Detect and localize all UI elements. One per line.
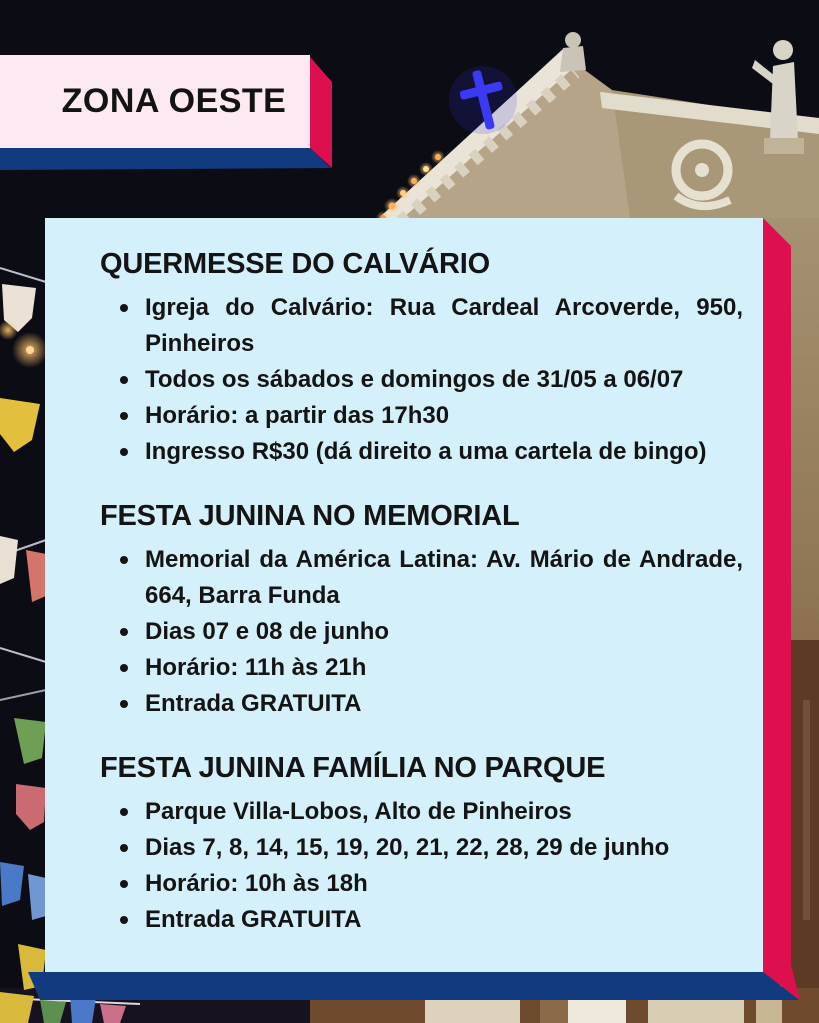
bullet-icon <box>120 556 128 564</box>
bullet-icon <box>120 880 128 888</box>
event-detail-text: Todos os sábados e domingos de 31/05 a 06/07 <box>145 366 684 393</box>
event-detail-text: Horário: a partir das 17h30 <box>145 402 450 429</box>
bullet-icon <box>120 412 128 420</box>
event-detail <box>145 794 743 830</box>
card-navy-bar <box>28 972 800 1001</box>
event-section-memorial <box>100 496 743 722</box>
event-detail <box>145 902 743 938</box>
event-detail-text: Igreja do Calvário: Rua Cardeal Arcoverde, 950, Pinheiros <box>145 294 743 357</box>
bullet-icon <box>120 808 128 816</box>
event-detail <box>145 290 743 362</box>
event-detail-text: Parque Villa-Lobos, Alto de Pinheiros <box>145 798 572 825</box>
bullet-icon <box>120 628 128 636</box>
bullet-icon <box>120 844 128 852</box>
bullet-icon <box>120 304 128 312</box>
event-detail <box>145 542 743 614</box>
neon-cross-icon <box>449 66 517 135</box>
event-detail-text: Dias 7, 8, 14, 15, 19, 20, 21, 22, 28, 29 de junho <box>145 834 670 861</box>
event-detail <box>145 686 743 722</box>
event-detail <box>145 614 743 650</box>
event-detail <box>145 434 743 470</box>
event-detail <box>145 362 743 398</box>
event-detail-text: Dias 07 e 08 de junho <box>145 618 390 645</box>
event-detail <box>145 866 743 902</box>
event-title: QUERMESSE DO CALVÁRIO <box>100 248 491 280</box>
bullet-icon <box>120 700 128 708</box>
event-details-list <box>100 794 743 938</box>
bullet-icon <box>120 448 128 456</box>
event-detail <box>145 650 743 686</box>
event-detail <box>145 830 743 866</box>
event-details-list <box>100 542 743 722</box>
event-title: FESTA JUNINA FAMÍLIA NO PARQUE <box>100 752 606 784</box>
event-detail-text: Horário: 10h às 18h <box>145 870 368 897</box>
event-detail-text: Ingresso R$30 (dá direito a uma cartela de bingo) <box>145 438 707 465</box>
event-details-list <box>100 290 743 470</box>
event-section-quermesse <box>100 244 743 470</box>
event-detail-text: Entrada GRATUITA <box>145 906 362 933</box>
event-detail-text: Entrada GRATUITA <box>145 690 362 717</box>
event-detail-text: Horário: 11h às 21h <box>145 654 367 681</box>
zona-oeste-banner <box>0 55 310 148</box>
event-title: FESTA JUNINA NO MEMORIAL <box>100 500 520 532</box>
banner-title: ZONA OESTE <box>61 82 287 120</box>
event-detail-text: Memorial da América Latina: Av. Mário de Andrade, 664, Barra Funda <box>145 546 743 609</box>
events-card <box>45 218 763 972</box>
banner-navy-bar <box>0 148 332 170</box>
bullet-icon <box>120 376 128 384</box>
bullet-icon <box>120 664 128 672</box>
event-detail <box>145 398 743 434</box>
event-section-parque <box>100 748 743 938</box>
bullet-icon <box>120 916 128 924</box>
